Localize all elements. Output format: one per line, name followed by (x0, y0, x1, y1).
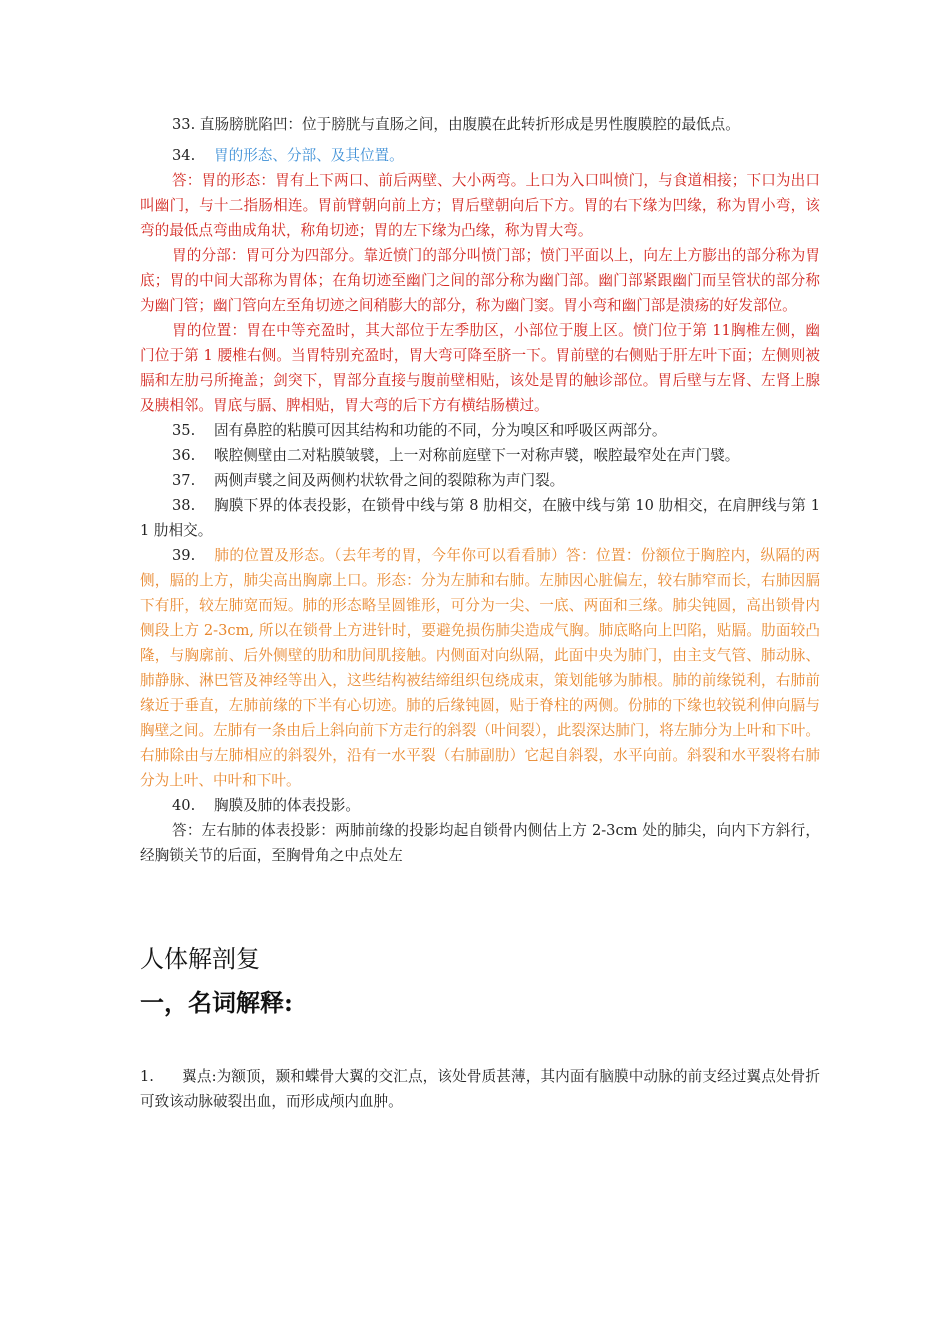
item-39-text: 肺的位置及形态。（去年考的胃，今年你可以看看肺）答：位置：份额位于胸腔内，纵隔的两侧，膈的上方，肺尖高出胸廓上口。形态：分为左肺和右肺。左肺因心脏偏左，较右肺窄而长，右肺因膈下有肝，较左肺宽而短。肺的形态略呈圆锥形，可分为一尖、一底、两面和三缘。肺尖钝圆，高出锁骨内侧段上方 2-3cm, 所以在锁骨上方进针时，要避免损伤肺尖造成气胸。肺底略向上凹陷，贴膈。肋面较凸隆，与胸廓前、后外侧壁的肋和肋间肌接触。内侧面对向纵隔，此面中央为肺门，由主支气管、肺动脉、肺静脉、淋巴管及神经等出入，这些结构被结缔组织包绕成束，策划能够为肺根。肺的前缘锐利，右肺前缘近于垂直，左肺前缘的下半有心切迹。肺的后缘钝圆，贴于脊柱的两侧。份肺的下缘也较锐利伸向膈与胸壁之间。左肺有一条由后上斜向前下方走行的斜裂（叶间裂），此裂深达肺门，将左肺分为上叶和下叶。右肺除由与左肺相应的斜裂外，沿有一水平裂（右肺副肋）它起自斜裂，水平向前。斜裂和水平裂将右肺分为上叶、中叶和下叶。 (140, 547, 820, 789)
item-34 (140, 143, 820, 168)
item-40-text: 胸膜及肺的体表投影。 (214, 797, 360, 814)
item-35-number: 35. (172, 422, 196, 439)
item-33-number: 33. (172, 116, 196, 133)
item-36 (140, 443, 820, 468)
definition-1-text: 翼点:为额顶，颞和蝶骨大翼的交汇点，该处骨质甚薄，其内面有脑膜中动脉的前支经过翼点处骨折可致该动脉破裂出血，而形成颅内血肿。 (140, 1068, 820, 1110)
item-33 (140, 112, 820, 137)
item-37-number: 37. (172, 472, 196, 489)
spacer (140, 868, 820, 944)
spacer (140, 1018, 820, 1064)
heading-term-explanation (140, 988, 820, 1018)
item-38 (140, 493, 820, 543)
document-body (140, 112, 820, 1114)
item-36-text: 喉腔侧壁由二对粘膜皱襞，上一对称前庭壁下一对称声襞，喉腔最窄处在声门襞。 (214, 447, 740, 464)
answer-40: 答：左右肺的体表投影：两肺前缘的投影均起自锁骨内侧估上方 2-3cm 处的肺尖，向内下方斜行，经胸锁关节的后面，至胸骨角之中点处左 (140, 822, 820, 864)
definition-1-number: 1. (140, 1068, 154, 1085)
item-35-text: 固有鼻腔的粘膜可因其结构和功能的不同，分为嗅区和呼吸区两部分。 (214, 422, 667, 439)
item-33-text: 直肠膀胱陷凹：位于膀胱与直肠之间，由腹膜在此转折形成是男性腹膜腔的最低点。 (199, 116, 740, 133)
item-38-number: 38. (172, 497, 196, 514)
item-37 (140, 468, 820, 493)
item-34-question: 胃的形态、分部、及其位置。 (214, 147, 404, 164)
spacer (140, 974, 820, 988)
heading-anatomy-review: 人体解剖复 (140, 945, 260, 973)
definition-1 (140, 1064, 820, 1114)
item-37-text: 两侧声襞之间及两侧杓状软骨之间的裂隙称为声门裂。 (214, 472, 565, 489)
item-40 (140, 793, 820, 818)
item-34-number: 34. (172, 147, 196, 164)
answer-34-parts: 胃的分部：胃可分为四部分。靠近愤门的部分叫愤门部；愤门平面以上，向左上方膨出的部分称为胃底；胃的中间大部称为胃体；在角切迹至幽门之间的部分称为幽门部。幽门部紧跟幽门而呈管状的部分称为幽门管；幽门管向左至角切迹之间稍膨大的部分，称为幽门窦。胃小弯和幽门部是溃疡的好发部位。 (140, 247, 820, 314)
item-36-number: 36. (172, 447, 196, 464)
item-39 (140, 543, 820, 793)
item-40-number: 40. (172, 797, 196, 814)
answer-34-position: 胃的位置：胃在中等充盈时，其大部位于左季肋区，小部位于腹上区。愤门位于第 11胸椎左侧，幽门位于第 1 腰椎右侧。当胃特别充盈时，胃大弯可降至脐一下。胃前壁的右侧贴于肝左叶下面；左侧则被膈和左肋弓所掩盖；剑突下，胃部分直接与腹前壁相贴，该处是胃的触诊部位。胃后壁与左肾、左肾上腺及胰相邻。胃底与膈、脾相贴，胃大弯的后下方有横结肠横过。 (140, 322, 820, 414)
answer-34-shape: 答：胃的形态：胃有上下两口、前后两壁、大小两弯。上口为入口叫愤门，与食道相接；下口为出口叫幽门，与十二指肠相连。胃前臂朝向前上方；胃后壁朝向后下方。胃的右下缘为凹缘，称为胃小弯，该弯的最低点弯曲成角状，称角切迹；胃的左下缘为凸缘，称为胃大弯。 (140, 172, 820, 239)
heading-term-explanation-text: 一，名词解释: (140, 988, 293, 1017)
item-39-number: 39. (172, 547, 196, 564)
item-38-text: 胸膜下界的体表投影，在锁骨中线与第 8 肋相交，在腋中线与第 10 肋相交，在肩胛线与第 11 肋相交。 (140, 497, 820, 539)
item-35 (140, 418, 820, 443)
